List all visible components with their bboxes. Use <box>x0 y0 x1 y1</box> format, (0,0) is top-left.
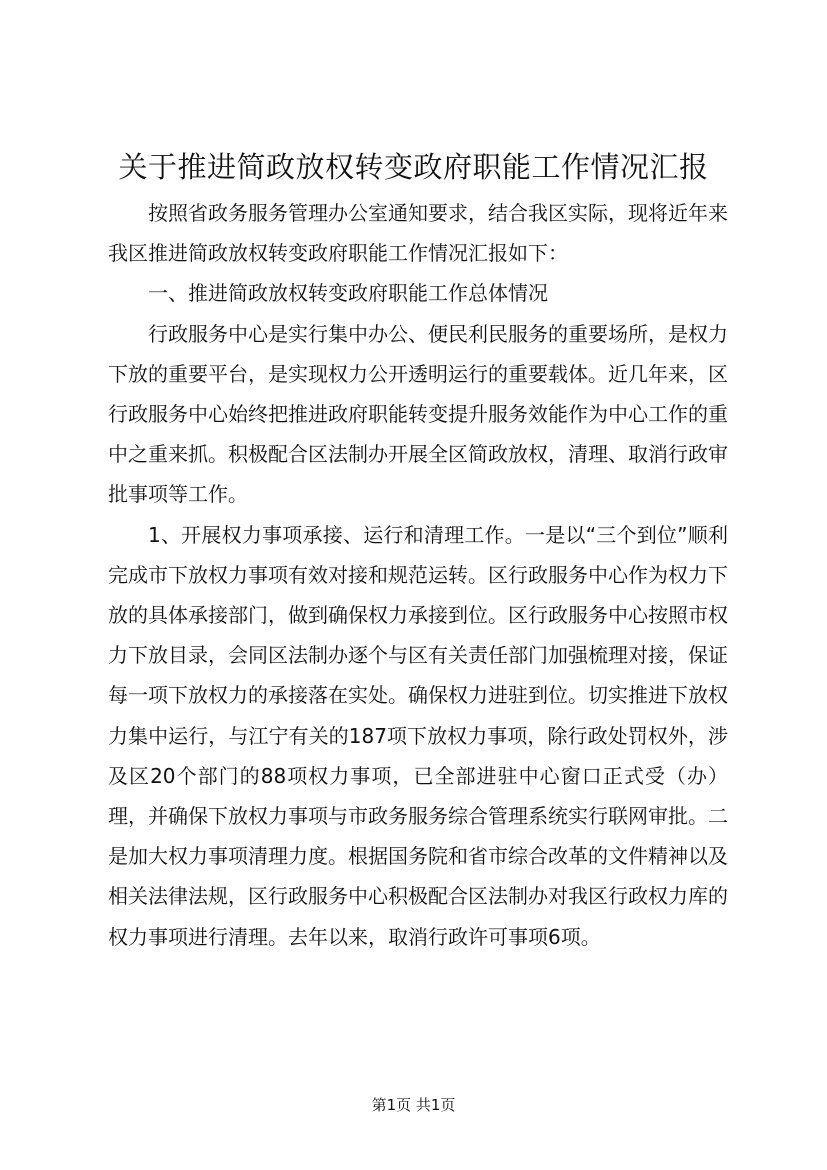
document-body <box>108 193 728 957</box>
paragraph-item-1: 1、开展权力事项承接、运行和清理工作。一是以“三个到位”顺利完成市下放权力事项有效对接和规范运转。区行政服务中心作为权力下放的具体承接部门，做到确保权力承接到位。区行政服务中心按照市权力下放目录，会同区法制办逐个与区有关责任部门加强梳理对接，保证每一项下放权力的承接落在实处。确保权力进驻到位。切实推进下放权力集中运行，与江宁有关的187项下放权力事项，除行政处罚权外，涉及区20个部门的88项权力事项，已全部进驻中心窗口正式受（办）理，并确保下放权力事项与市政务服务综合管理系统实行联网审批。二是加大权力事项清理力度。根据国务院和省市综合改革的文件精神以及相关法律法规，区行政服务中心积极配合区法制办对我区行政权力库的权力事项进行清理。去年以来，取消行政许可事项6项。 <box>108 522 728 949</box>
page-number: 第1页 共1页 <box>371 1096 456 1114</box>
paragraph-overview: 行政服务中心是实行集中办公、便民利民服务的重要场所，是权力下放的重要平台，是实现权力公开透明运行的重要载体。近几年来，区行政服务中心始终把推进政府职能转变提升服务效能作为中心工作的重中之重来抓。积极配合区法制办开展全区简政放权，清理、取消行政审批事项等工作。 <box>108 321 728 507</box>
section-heading: 一、推进简政放权转变政府职能工作总体情况 <box>148 281 548 306</box>
paragraph-intro: 按照省政务服务管理办公室通知要求，结合我区实际，现将近年来我区推进简政放权转变政府职能工作情况汇报如下： <box>108 201 728 266</box>
document-title: 关于推进简政放权转变政府职能工作情况汇报 <box>118 150 709 184</box>
